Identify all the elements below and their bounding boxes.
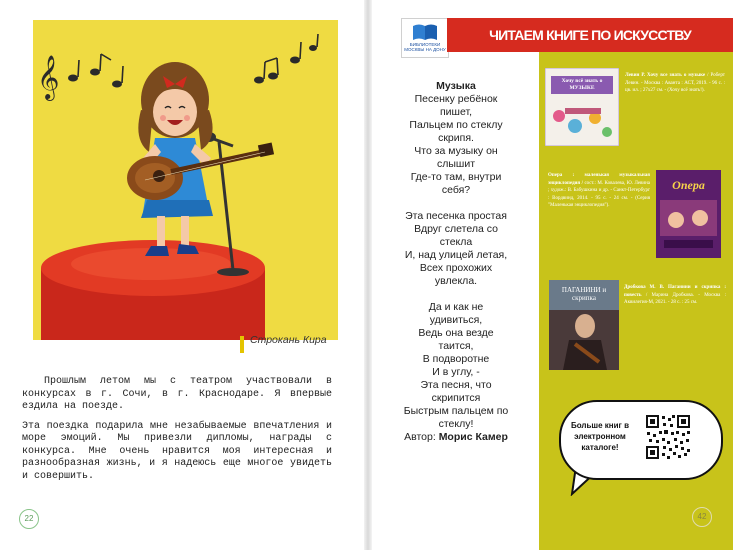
book-desc-2-details: сост.: М. Ковалева, Ю. Левина ; худож.: В. Бабушкина и др. - Санкт-Петербург : Вордвинд, 2014. - 95 с. - 24 см. - (Серия "Маленькая энциклопедия"). bbox=[548, 180, 650, 208]
book-desc-1-details: / Роберт Левин. - Москва : Аванта : АСТ, 2019. - 96 с. : цв. ил. ; 27х27 см. - (Хочу всё знать!). bbox=[625, 73, 725, 93]
poem-line: Эта песенка простая bbox=[405, 210, 507, 222]
book-desc-2 bbox=[548, 172, 650, 210]
poem-line: таится, bbox=[438, 340, 474, 352]
book-cover-2[interactable] bbox=[656, 170, 721, 258]
story-paragraph-2: Эта поездка подарила мне незабываемые впечатления и море эмоций. Мы привезли дипломы, награды с конкурса. Мне очень нравится моя интересная и разнообразная жизнь, и я надеюсь еще многое увидеть и совершить. bbox=[22, 420, 332, 482]
page-number-right: 42 bbox=[692, 507, 712, 527]
poem-line: Ведь она везде bbox=[418, 327, 494, 339]
book-desc-2-main: Опера : маленькая музыкальная энциклопедия / bbox=[548, 173, 650, 186]
page-number-left: 22 bbox=[19, 509, 39, 529]
poem-line: И, над улицей летая, bbox=[404, 249, 508, 261]
book-desc-3-main: Дробкова М. В. Паганини и скрипка : повесть bbox=[624, 285, 726, 298]
book-desc-1-main: Левин Р. Хочу все знать о музыке bbox=[625, 73, 706, 78]
poem-line: Вдруг слетела со bbox=[414, 223, 498, 235]
poem-line: увлекла. bbox=[434, 275, 478, 287]
poem-stanza-gap bbox=[386, 197, 526, 210]
poem-line: В подворотне bbox=[422, 353, 490, 365]
poem-line: стеклу! bbox=[438, 418, 474, 430]
poem-line: пишет, bbox=[439, 106, 473, 118]
banner-title: ЧИТАЕМ КНИГЕ ПО ИСКУССТВУ bbox=[489, 27, 691, 43]
poem-line: Быстрым пальцем по bbox=[403, 405, 509, 417]
title-banner bbox=[447, 18, 733, 52]
catalog-prompt: Больше книг в электронном каталоге! bbox=[570, 421, 629, 452]
poem-line: слышит bbox=[436, 158, 476, 170]
poem-line: скрипится bbox=[431, 392, 481, 404]
poem-line: Где-то там, внутри bbox=[410, 171, 502, 183]
book-cover-1[interactable] bbox=[545, 68, 619, 146]
poem-line: скрипя. bbox=[438, 132, 474, 144]
book-desc-3 bbox=[624, 284, 726, 307]
book-cover-3-title: ПАГАНИНИ и скрипка bbox=[561, 286, 607, 302]
book-desc-3-details: / Марина Дробкова. - Москва : Аквилегия-М, 2021. - 28 с. : 25 см. bbox=[624, 292, 726, 305]
poem-author-label: Автор: bbox=[404, 431, 436, 443]
poem-line: Эта песня, что bbox=[420, 379, 492, 391]
book-desc-1 bbox=[625, 72, 725, 95]
child-painting bbox=[33, 20, 338, 340]
poem-line: Всех прохожих bbox=[419, 262, 493, 274]
poem-line: Пальцем по стеклу bbox=[409, 119, 503, 131]
book-cover-2-title: Опера bbox=[672, 178, 705, 192]
caption-accent-bar bbox=[240, 336, 244, 353]
book-cover-3[interactable] bbox=[549, 280, 619, 370]
qr-code-icon[interactable] bbox=[645, 414, 691, 460]
open-book-icon bbox=[412, 23, 438, 41]
poem-line: удивиться, bbox=[429, 314, 483, 326]
painting-caption: Строкань Кира bbox=[250, 334, 327, 346]
poem-line: Да и как не bbox=[428, 301, 484, 313]
poem-line: И в углу, - bbox=[432, 366, 480, 378]
story-paragraph-1: Прошлым летом мы с театром участвовали в конкурсах в г. Сочи, в г. Краснодаре. Я впервые ездила на поезде. bbox=[22, 376, 332, 412]
poem-stanza-gap bbox=[386, 288, 526, 301]
library-logo-text: БИБЛИОТЕКИ МОСКВЫ НА ДОНУ bbox=[404, 42, 446, 52]
library-logo bbox=[401, 18, 449, 58]
poem-line: Что за музыку он bbox=[414, 145, 498, 157]
poem-block bbox=[386, 80, 526, 444]
poem-line: Песенку ребёнок bbox=[414, 93, 498, 105]
poem-line: стекла bbox=[439, 236, 473, 248]
poem-line: себя? bbox=[441, 184, 471, 196]
poem-author-name: Морис Камер bbox=[438, 431, 508, 443]
story-text bbox=[22, 376, 332, 490]
book-cover-1-title: Хочу всё знать о МУЗЫКЕ bbox=[561, 78, 603, 91]
poem-author bbox=[386, 431, 526, 444]
book-spine bbox=[364, 0, 372, 550]
poem-title: Музыка bbox=[436, 80, 476, 92]
svg-text:𝄞: 𝄞 bbox=[37, 55, 60, 99]
